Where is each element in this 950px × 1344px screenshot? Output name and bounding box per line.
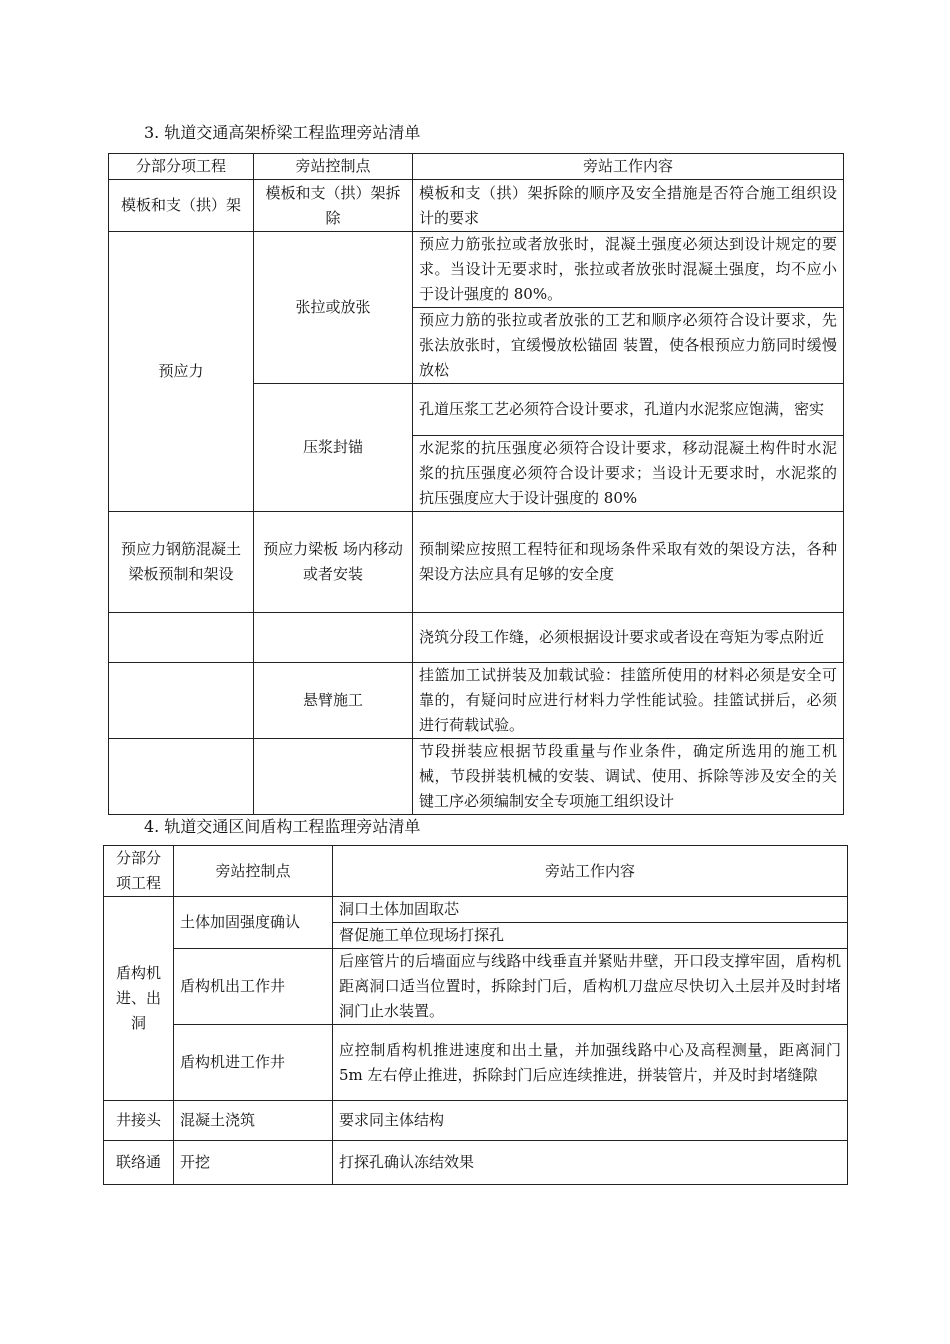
bridge-supervision-table (108, 153, 844, 815)
section-3-title: 3. 轨道交通高架桥梁工程监理旁站清单 (144, 123, 421, 142)
content-cell: 预应力筋张拉或者放张时，混凝土强度必须达到设计规定的要求。当设计无要求时，张拉或者放张时混凝土强度，均不应小于设计强度的 80%。 (413, 232, 844, 308)
point-cell: 开挖 (174, 1141, 333, 1185)
point-cell (254, 739, 413, 815)
table-row (109, 739, 844, 815)
table-row (104, 897, 848, 923)
table-row (109, 180, 844, 232)
shield-tunnel-supervision-table (103, 845, 848, 1185)
content-cell: 孔道压浆工艺必须符合设计要求，孔道内水泥浆应饱满，密实 (413, 384, 844, 436)
point-cell (254, 613, 413, 663)
content-cell: 节段拼装应根据节段重量与作业条件，确定所选用的施工机械，节段拼装机械的安装、调试、使用、拆除等涉及安全的关键工序必须编制安全专项施工组织设计 (413, 739, 844, 815)
part-cell: 预应力 (109, 232, 254, 512)
part-cell: 盾构机进、出洞 (104, 897, 174, 1101)
part-cell: 联络通 (104, 1141, 174, 1185)
point-cell: 悬臂施工 (254, 663, 413, 739)
column-header-content: 旁站工作内容 (333, 846, 848, 897)
point-cell: 模板和支（拱）架拆除 (254, 180, 413, 232)
content-cell: 预制梁应按照工程特征和现场条件采取有效的架设方法，各种架设方法应具有足够的安全度 (413, 512, 844, 613)
point-cell: 盾构机进工作井 (174, 1025, 333, 1101)
content-cell: 应控制盾构机推进速度和出土量，并加强线路中心及高程测量，距离洞门 5m 左右停止推进，拆除封门后应连续推进，拼装管片，并及时封堵缝隙 (333, 1025, 848, 1101)
part-cell (109, 663, 254, 739)
point-cell: 盾构机出工作井 (174, 949, 333, 1025)
content-cell: 打探孔确认冻结效果 (333, 1141, 848, 1185)
content-cell: 后座管片的后墙面应与线路中线垂直并紧贴井壁，开口段支撑牢固，盾构机距离洞口适当位置时，拆除封门后，盾构机刀盘应尽快切入土层并及时封堵洞门止水装置。 (333, 949, 848, 1025)
section-4-title: 4. 轨道交通区间盾构工程监理旁站清单 (144, 817, 421, 836)
part-cell: 井接头 (104, 1101, 174, 1141)
table-row (104, 1101, 848, 1141)
part-cell: 预应力钢筋混凝土梁板预制和架设 (109, 512, 254, 613)
content-cell: 督促施工单位现场打探孔 (333, 923, 848, 949)
table-row (109, 663, 844, 739)
point-cell: 土体加固强度确认 (174, 897, 333, 949)
table-row (109, 613, 844, 663)
column-header-point: 旁站控制点 (254, 154, 413, 180)
table-row (109, 232, 844, 308)
table-row (104, 1025, 848, 1101)
table-row (104, 1141, 848, 1185)
part-cell (109, 739, 254, 815)
table-header-row (109, 154, 844, 180)
column-header-content: 旁站工作内容 (413, 154, 844, 180)
content-cell: 挂篮加工试拼装及加载试验：挂篮所使用的材料必须是安全可靠的，有疑问时应进行材料力学性能试验。挂篮试拼后，必须进行荷载试验。 (413, 663, 844, 739)
table-header-row (104, 846, 848, 897)
column-header-point: 旁站控制点 (174, 846, 333, 897)
point-cell: 张拉或放张 (254, 232, 413, 384)
point-cell: 压浆封锚 (254, 384, 413, 512)
table-row (104, 949, 848, 1025)
content-cell: 预应力筋的张拉或者放张的工艺和顺序必须符合设计要求，先张法放张时，宜缓慢放松锚固 装置，使各根预应力筋同时缓慢放松 (413, 308, 844, 384)
part-cell: 模板和支（拱）架 (109, 180, 254, 232)
content-cell: 洞口土体加固取芯 (333, 897, 848, 923)
content-cell: 模板和支（拱）架拆除的顺序及安全措施是否符合施工组织设计的要求 (413, 180, 844, 232)
content-cell: 水泥浆的抗压强度必须符合设计要求，移动混凝土构件时水泥浆的抗压强度必须符合设计要求；当设计无要求时，水泥浆的抗压强度应大于设计强度的 80% (413, 436, 844, 512)
point-cell: 预应力梁板 场内移动或者安装 (254, 512, 413, 613)
content-cell: 要求同主体结构 (333, 1101, 848, 1141)
content-cell: 浇筑分段工作缝，必须根据设计要求或者设在弯矩为零点附近 (413, 613, 844, 663)
column-header-part: 分部分项工程 (109, 154, 254, 180)
point-cell: 混凝土浇筑 (174, 1101, 333, 1141)
column-header-part: 分部分项工程 (104, 846, 174, 897)
part-cell (109, 613, 254, 663)
table-row (109, 512, 844, 613)
